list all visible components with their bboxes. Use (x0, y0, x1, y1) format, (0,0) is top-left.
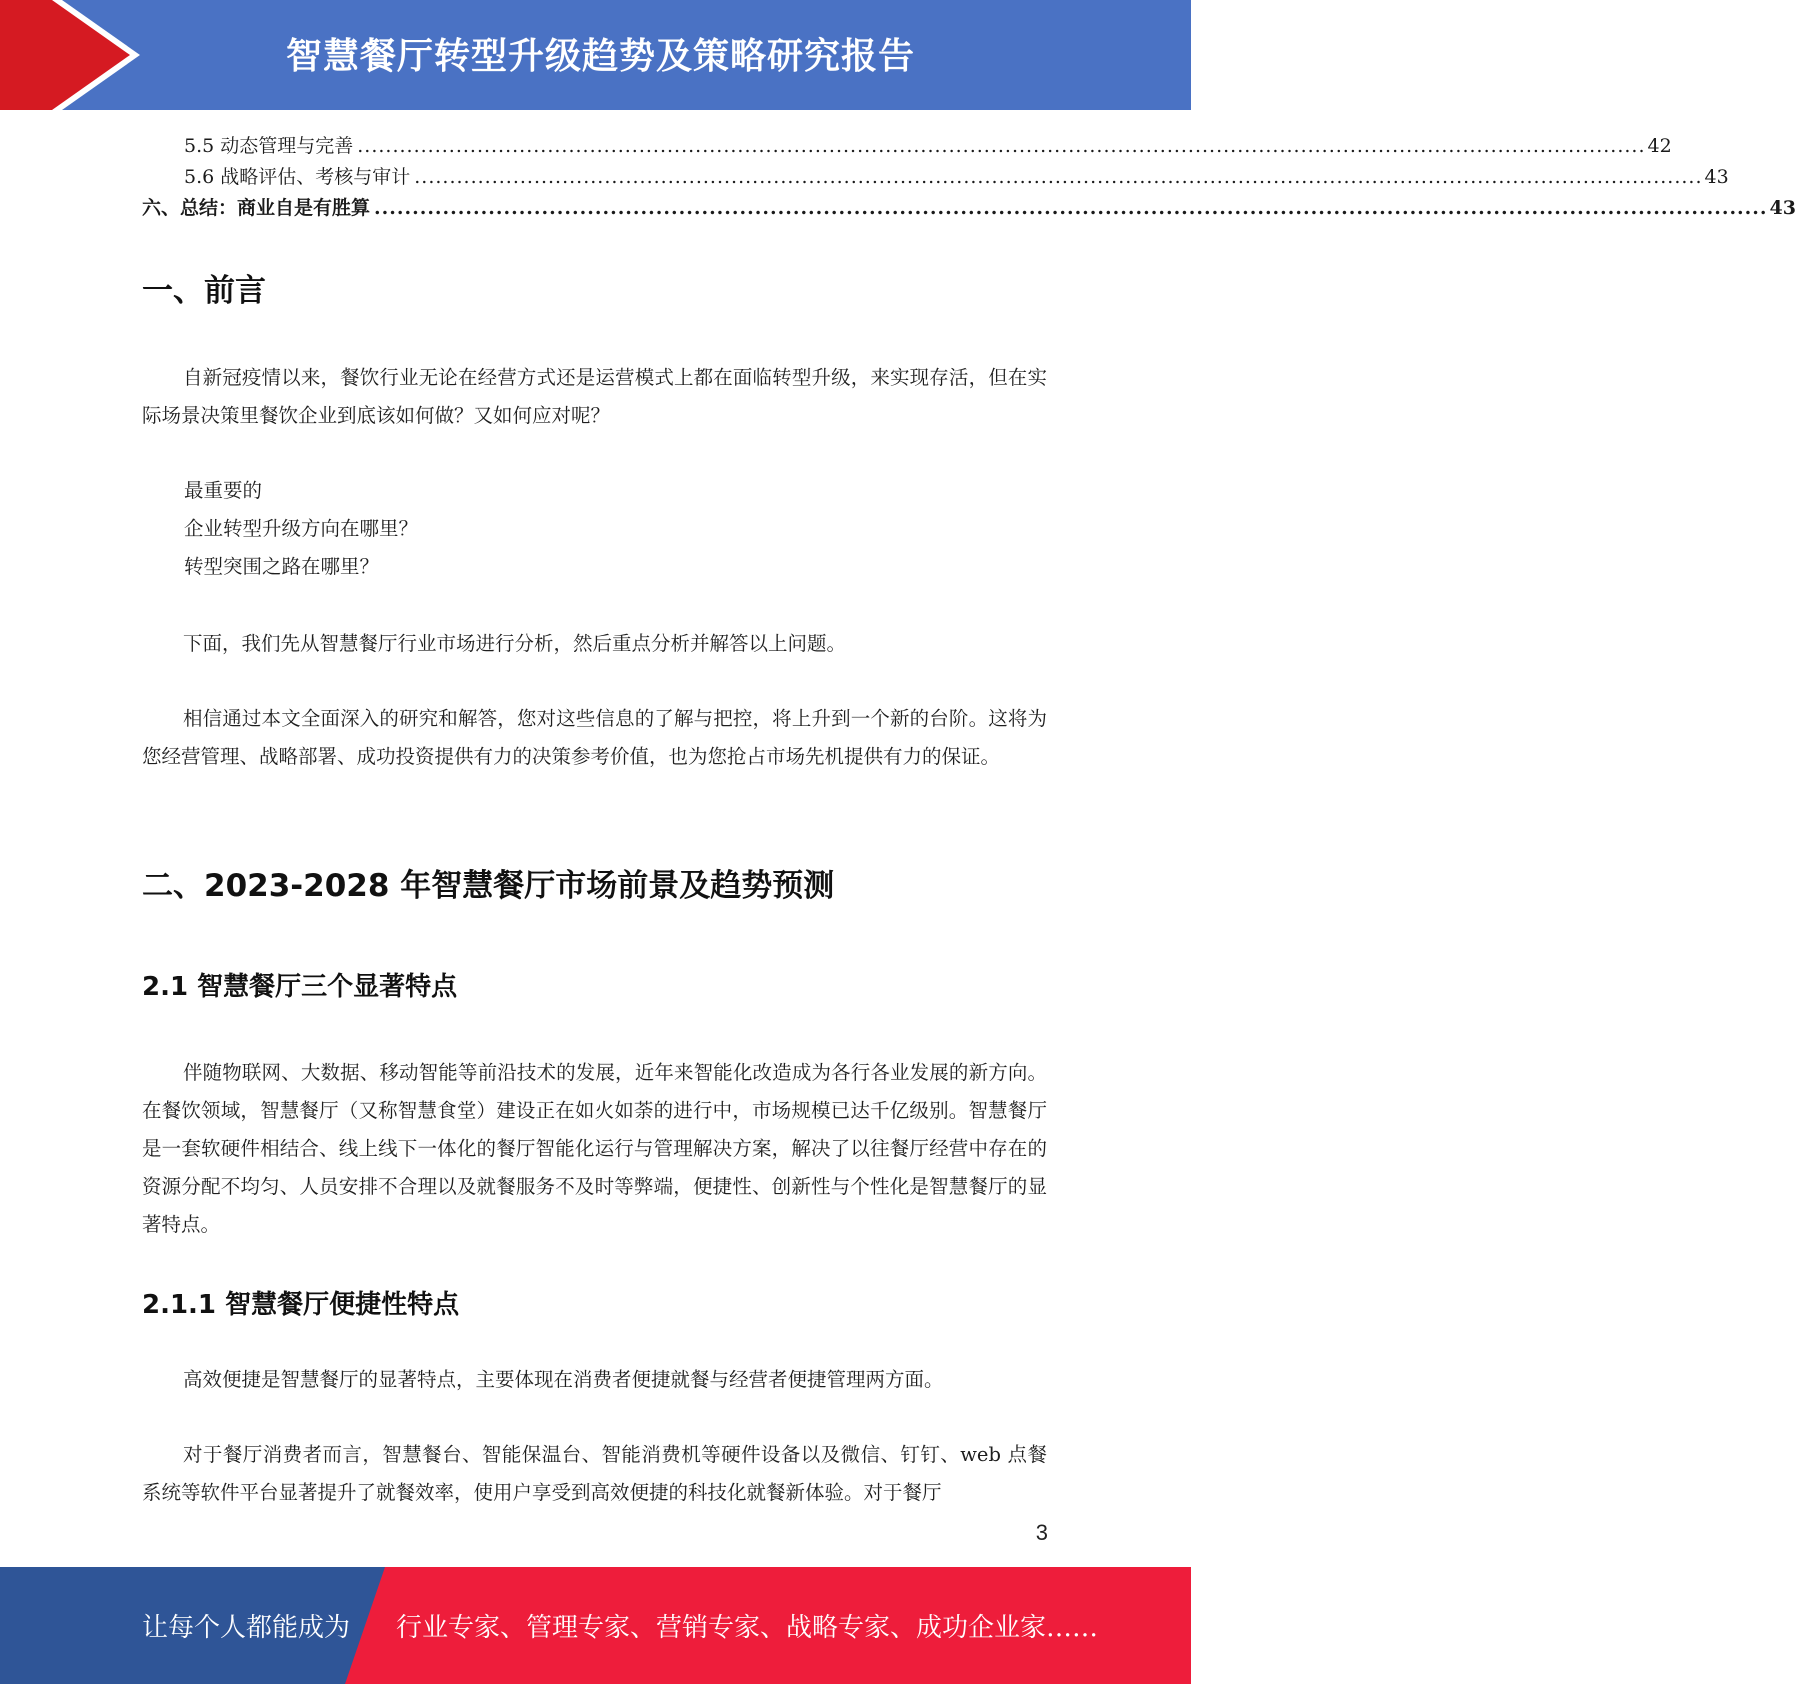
toc-entry-page: 43 (1769, 197, 1796, 219)
toc-entry-page: 42 (1647, 135, 1672, 157)
toc-leader-dots: ....................................................................................................................................................................................... (414, 166, 1703, 188)
paragraph: 下面，我们先从智慧餐厅行业市场进行分析，然后重点分析并解答以上问题。 (183, 632, 847, 655)
paragraph: 相信通过本文全面深入的研究和解答，您对这些信息的了解与把控，将上升到一个新的台阶。这将为您经营管理、战略部署、成功投资提供有力的决策参考价值，也为您抢占市场先机提供有力的保证。 (142, 707, 1047, 768)
section-heading-preface: 一、前言 (142, 273, 266, 309)
toc-entry-label: 5.5 动态管理与完善 (184, 135, 354, 157)
text-line: 企业转型升级方向在哪里？ (184, 517, 419, 540)
document-title: 智慧餐厅转型升级趋势及策略研究报告 (285, 36, 915, 77)
paragraph: 对于餐厅消费者而言，智慧餐台、智能保温台、智能消费机等硬件设备以及微信、钉钉、web 点餐系统等软件平台显著提升了就餐效率，使用户享受到高效便捷的科技化就餐新体验。对于餐厅 (142, 1443, 1047, 1504)
section-heading-market-outlook: 二、2023-2028 年智慧餐厅市场前景及趋势预测 (142, 868, 835, 904)
toc-leader-dots: ....................................................................................................................................................................................... (374, 197, 1768, 219)
subsection-heading-2-1: 2.1 智慧餐厅三个显著特点 (142, 972, 458, 1002)
toc-entry[interactable] (142, 190, 1796, 220)
footer-slogan-right: 行业专家、管理专家、营销专家、战略专家、成功企业家…… (396, 1613, 1099, 1643)
toc-entry-label: 六、总结：商业自是有胜算 (142, 197, 371, 219)
toc-entry[interactable] (142, 128, 1672, 158)
text-line: 最重要的 (184, 479, 263, 502)
footer-banner (0, 1567, 1191, 1684)
subsection-heading-2-1-1: 2.1.1 智慧餐厅便捷性特点 (142, 1290, 460, 1320)
toc-entry-page: 43 (1704, 166, 1729, 188)
paragraph: 伴随物联网、大数据、移动智能等前沿技术的发展，近年来智能化改造成为各行各业发展的新方向。在餐饮领域，智慧餐厅（又称智慧食堂）建设正在如火如荼的进行中，市场规模已达千亿级别。智慧餐厅是一套软硬件相结合、线上线下一体化的餐厅智能化运行与管理解决方案，解决了以往餐厅经营中存在的资源分配不均匀、人员安排不合理以及就餐服务不及时等弊端，便捷性、创新性与个性化是智慧餐厅的显著特点。 (142, 1061, 1047, 1236)
footer-slogan-left: 让每个人都能成为 (142, 1613, 351, 1643)
paragraph: 高效便捷是智慧餐厅的显著特点，主要体现在消费者便捷就餐与经营者便捷管理两方面。 (183, 1368, 944, 1391)
toc-entry[interactable] (142, 159, 1729, 189)
text-line: 转型突围之路在哪里？ (184, 555, 380, 578)
paragraph: 自新冠疫情以来，餐饮行业无论在经营方式还是运营模式上都在面临转型升级，来实现存活，但在实际场景决策里餐饮企业到底该如何做？又如何应对呢？ (142, 366, 1047, 427)
header-banner (0, 0, 1191, 110)
toc-entry-label: 5.6 战略评估、考核与审计 (184, 166, 411, 188)
page-number: 3 (1035, 1520, 1048, 1545)
toc-leader-dots: ....................................................................................................................................................................................... (357, 135, 1646, 157)
